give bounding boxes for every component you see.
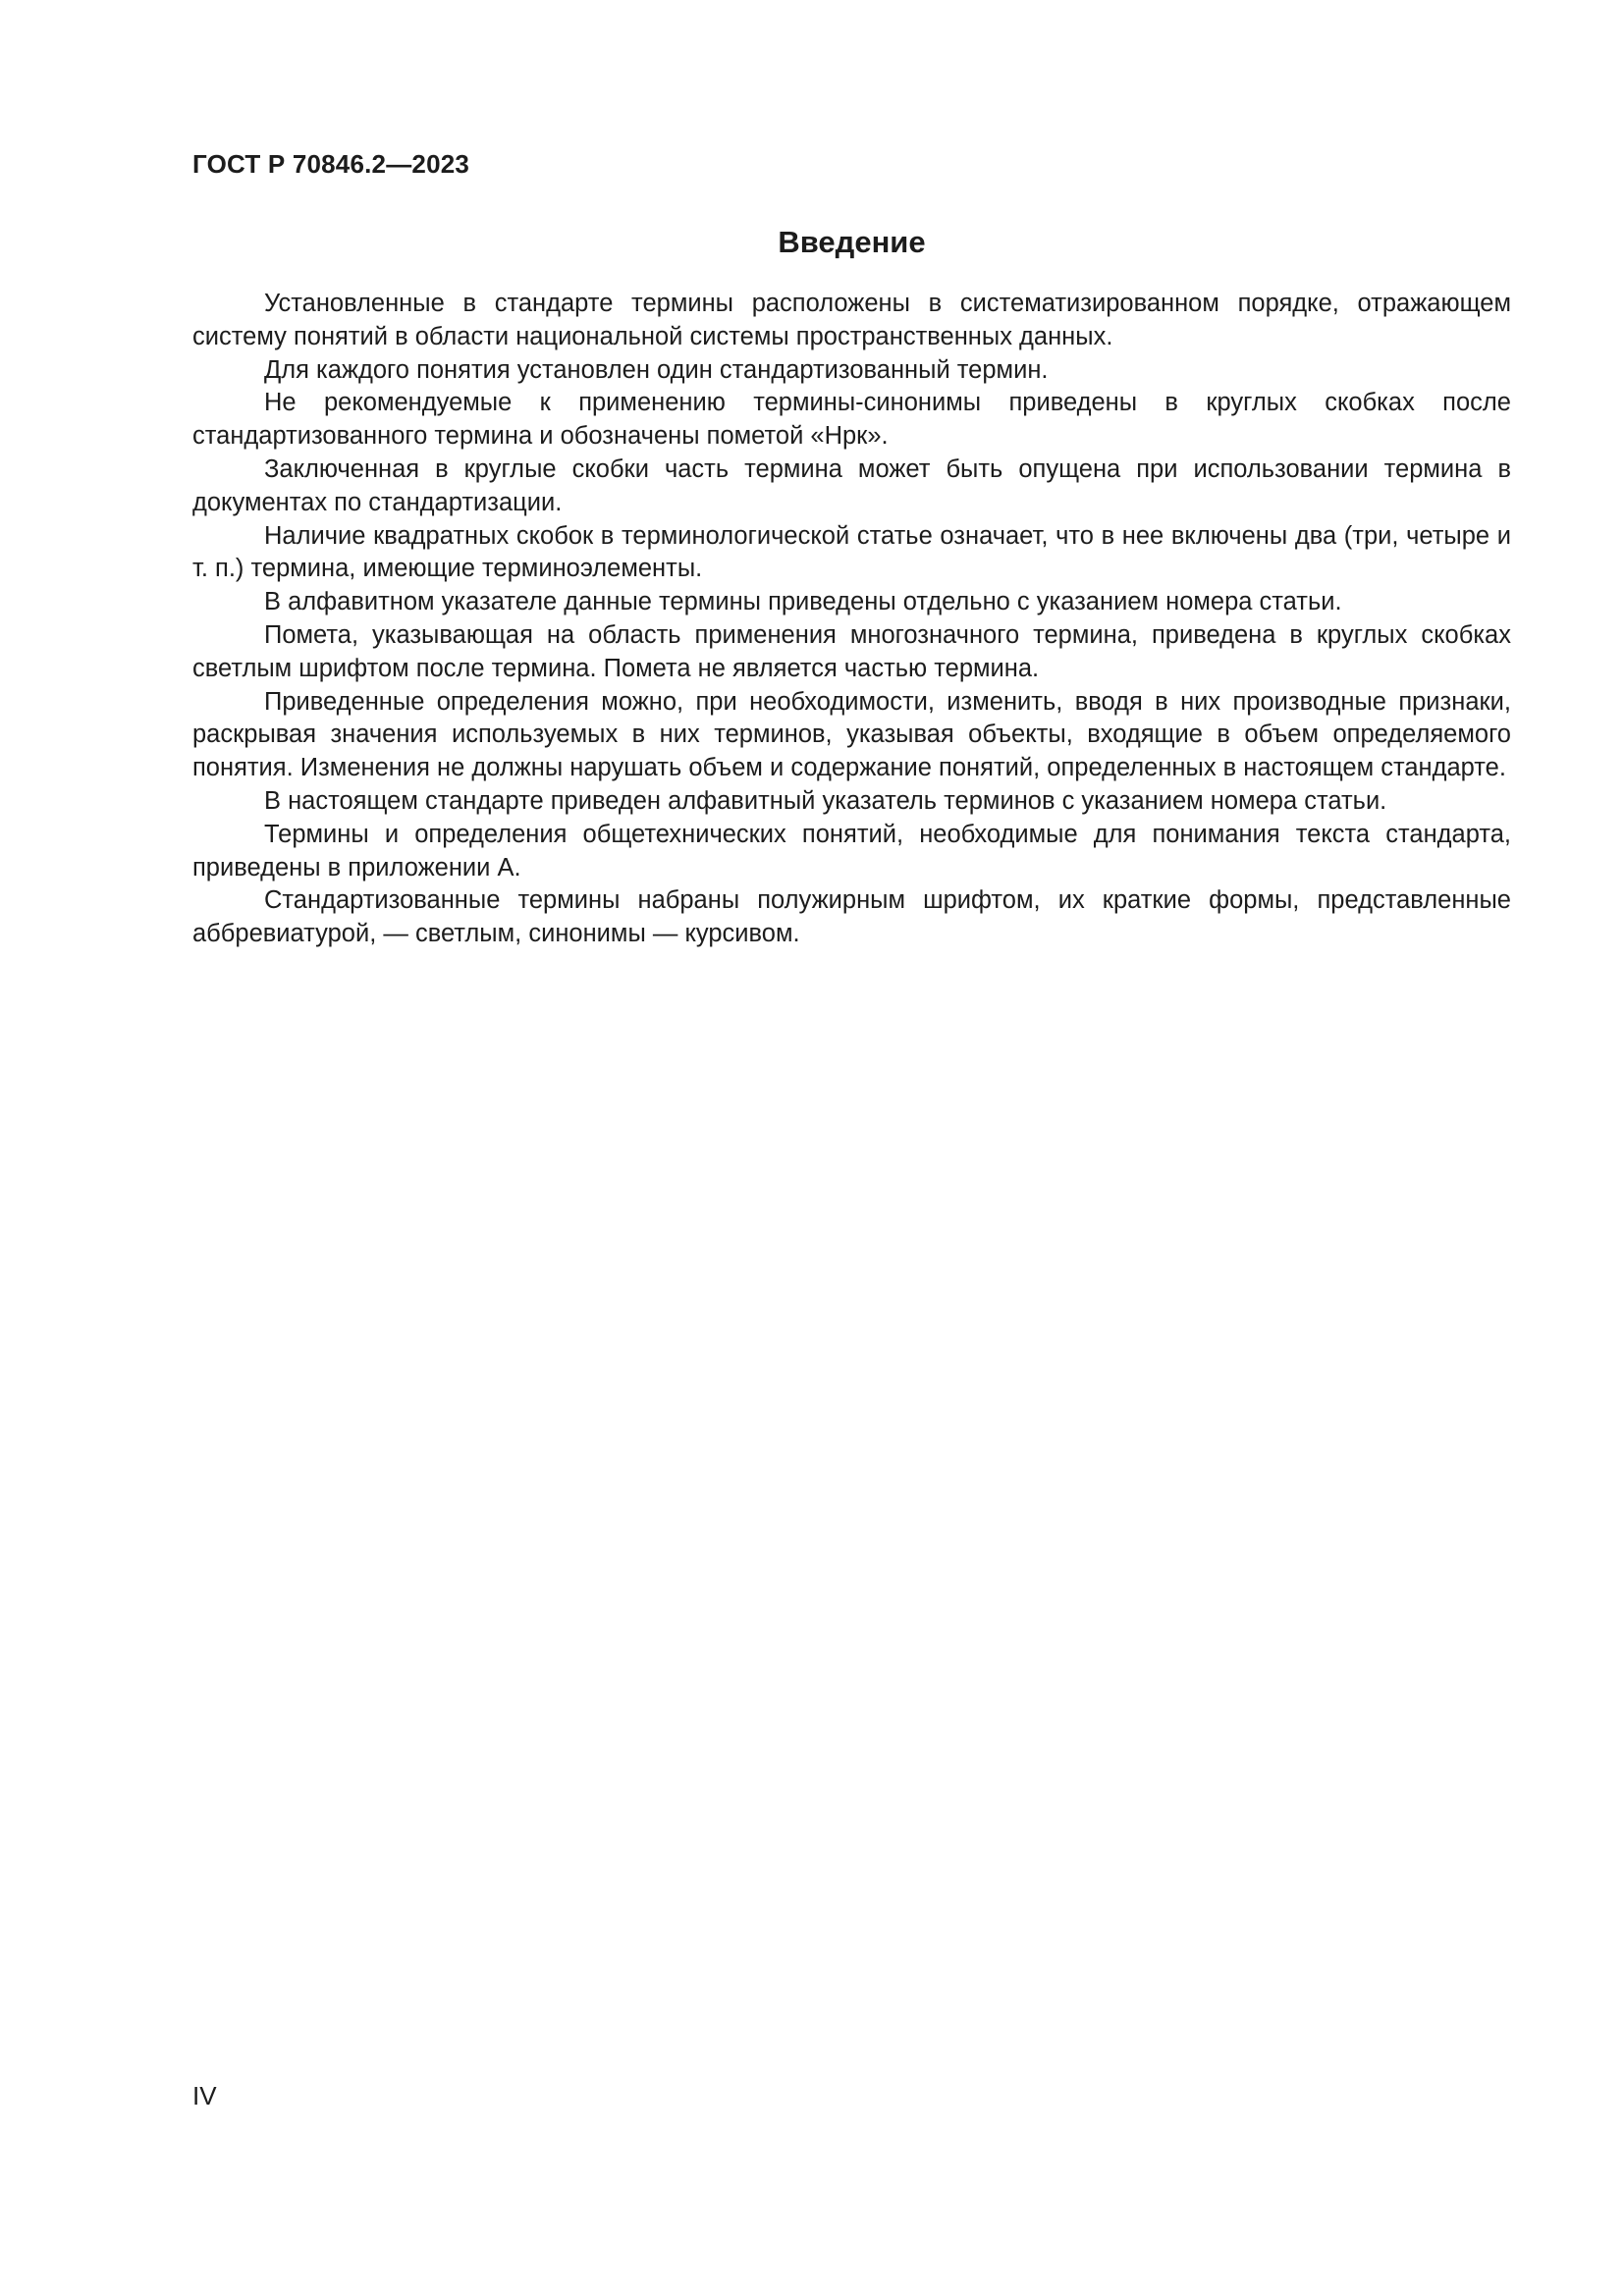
section-title: Введение <box>778 225 926 259</box>
paragraph: Заключенная в круглые скобки часть термина может быть опущена при использовании термина в документах по стандартизации. <box>192 454 1511 516</box>
paragraph: Термины и определения общетехнических понятий, необходимые для понимания текста стандарта, приведены в приложении А. <box>192 820 1511 881</box>
paragraph: В алфавитном указателе данные термины приведены отдельно с указанием номера статьи. <box>264 588 1342 616</box>
paragraph: В настоящем стандарте приведен алфавитный указатель терминов с указанием номера статьи. <box>264 786 1387 815</box>
paragraph: Установленные в стандарте термины расположены в систематизированном порядке, отражающем систему понятий в области национальной системы пространственных данных. <box>192 290 1511 350</box>
document-code: ГОСТ Р 70846.2—2023 <box>192 149 470 179</box>
paragraph: Для каждого понятия установлен один стандартизованный термин. <box>264 355 1049 384</box>
paragraph: Не рекомендуемые к применению термины-синонимы приведены в круглых скобках после стандартизованного термина и обозначены пометой «Нрк». <box>192 389 1511 451</box>
section-body <box>192 288 1511 951</box>
paragraph: Наличие квадратных скобок в терминологической статье означает, что в нее включены два (три, четыре и т. п.) термина, имеющие терминоэлементы. <box>192 521 1511 583</box>
paragraph: Стандартизованные термины набраны полужирным шрифтом, их краткие формы, представленные аббревиатурой, — светлым, синонимы — курсивом. <box>192 886 1511 948</box>
paragraph: Приведенные определения можно, при необходимости, изменить, вводя в них производные признаки, раскрывая значения используемых в них терминов, указывая объекты, входящие в объем определяемого понятия. Изменения не должны нарушать объем и содержание понятий, определенных в настоящем стандарте. <box>192 687 1511 782</box>
paragraph: Помета, указывающая на область применения многозначного термина, приведена в круглых скобках светлым шрифтом после термина. Помета не является частью термина. <box>192 620 1511 682</box>
page-number: IV <box>192 2081 217 2110</box>
